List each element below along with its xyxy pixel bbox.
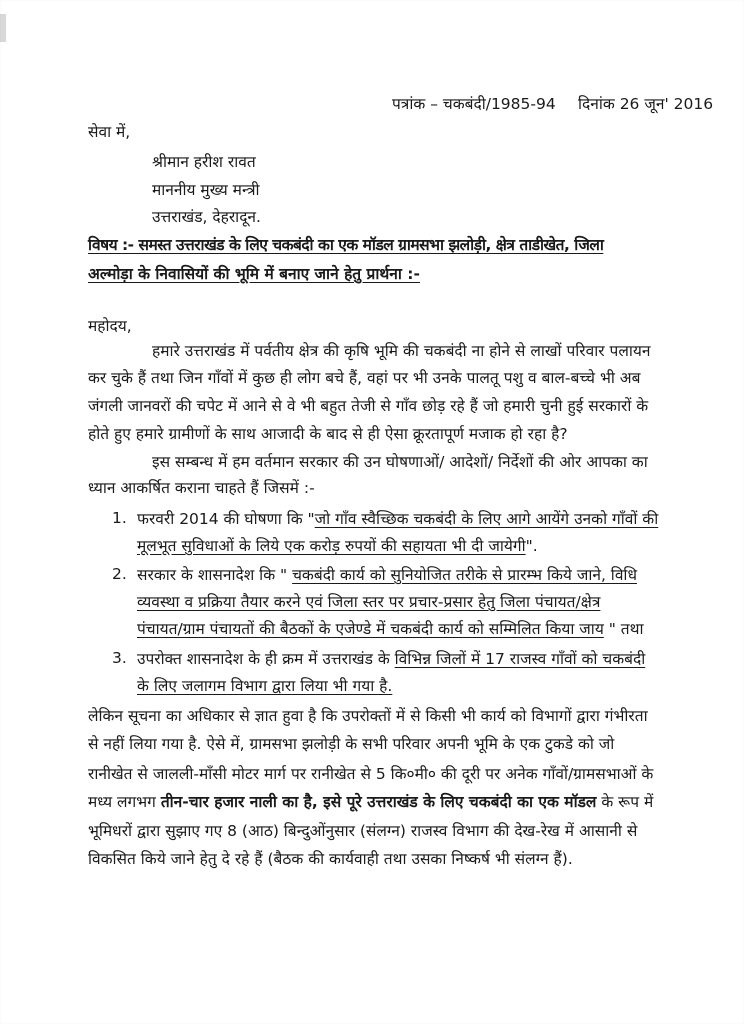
- addressee-name: श्रीमान हरीश रावत: [152, 153, 256, 171]
- para3-line: भूमिधरों द्वारा सुझाए गए 8 (आठ) बिन्दुओंनुसार (संलग्न) राजस्व विभाग की देख-रेख में आसानी से: [88, 822, 638, 840]
- letter-reference: पत्रांक – चकबंदी/1985-94: [392, 95, 556, 113]
- address-to: सेवा में,: [88, 123, 131, 141]
- list-item-1-line-2: मूलभूत सुविधाओं के लिये एक करोड़ रुपयों की सहायता भी दी जायेगी".: [137, 537, 538, 555]
- list-number: 3.: [112, 649, 127, 667]
- list-item-3-line-1: उपरोक्त शासनादेश के ही क्रम में उत्तराखंड के विभिन्न जिलों में 17 राजस्व गाँवों को चकबंदी: [137, 650, 646, 668]
- para3-line: विकसित किये जाने हेतु दे रहे हैं (बैठक की कार्यवाही तथा उसका निष्कर्ष भी संलग्न हैं).: [88, 850, 573, 868]
- list-item-2-line-2: व्यवस्था व प्रक्रिया तैयार करने एवं जिला स्तर पर प्रचार-प्रसार हेतु जिला पंचायत/क्षेत्र: [137, 593, 601, 611]
- letter-date: दिनांक 26 जून' 2016: [578, 95, 714, 113]
- list-item-2-line-1: सरकार के शासनादेश कि " चकबंदी कार्य को सुनियोजित तरीके से प्रारम्भ किये जाने, विधि: [137, 566, 637, 584]
- para3-line: से नहीं लिया गया है. ऐसे में, ग्रामसभा झलोड़ी के सभी परिवार अपनी भूमि के एक टुकडे को जो: [88, 735, 615, 753]
- scan-mark: [0, 14, 6, 42]
- para2-line: ध्यान आकर्षित कराना चाहते हैं जिसमें :-: [88, 479, 315, 497]
- para1-line: होते हुए हमारे ग्रामीणों के साथ आजादी के बाद से ही ऐसा क्रूरतापूर्ण मजाक हो रहा है?: [88, 425, 568, 443]
- list-item-2-line-3: पंचायत/ग्राम पंचायतों की बैठकों के एजेण्डे में चकबंदी कार्य को सम्मिलित किया जाय " तथा: [137, 620, 644, 638]
- addressee-title: माननीय मुख्य मन्त्री: [152, 181, 260, 199]
- list-number: 2.: [112, 565, 127, 583]
- para2-line: इस सम्बन्ध में हम वर्तमान सरकार की उन घोषणाओं/ आदेशों/ निर्देशों की ओर आपका का: [152, 453, 648, 471]
- para1-line: जंगली जानवरों की चपेट में आने से वे भी बहुत तेजी से गाँव छोड़ रहे हैं जो हमारी चुनी हुई सरकारों के: [88, 397, 649, 415]
- para1-line: कर चुके हैं तथा जिन गाँवों में कुछ ही लोग बचे हैं, वहां पर भी उनके पालतू पशु व बाल-बच्चे भी अब: [88, 369, 641, 387]
- list-item-1-line-1: फरवरी 2014 की घोषणा कि "जो गाँव स्वैच्छिक चकबंदी के लिए आगे आयेंगे उनको गाँवों की: [137, 510, 659, 528]
- subject-line-1: विषय :- समस्त उत्तराखंड के लिए चकबंदी का एक मॉडल ग्रामसभा झलोड़ी, क्षेत्र ताडीखेत, जिला: [88, 236, 604, 254]
- addressee-place: उत्तराखंड, देहरादून.: [152, 208, 261, 226]
- list-item-3-line-2: के लिए जलागम विभाग द्वारा लिया भी गया है.: [137, 677, 393, 695]
- subject-line-2: अल्मोड़ा के निवासियों की भूमि में बनाए जाने हेतु प्रार्थना :-: [88, 265, 420, 283]
- para1-line: हमारे उत्तराखंड में पर्वतीय क्षेत्र की कृषि भूमि की चकबंदी ना होने से लाखों परिवार पलायन: [152, 342, 651, 360]
- para3-line: रानीखेत से जालली-माँसी मोटर मार्ग पर रानीखेत से 5 कि०मी० की दूरी पर अनेक गाँवों/ग्रामसभाओं के: [88, 765, 654, 783]
- salutation: महोदय,: [88, 317, 132, 335]
- para3-line: मध्य लगभग तीन-चार हजार नाली का है, इसे पूरे उत्तराखंड के लिए चकबंदी का एक मॉडल के रूप में: [88, 793, 654, 811]
- para3-line: लेकिन सूचना का अधिकार से ज्ञात हुवा है कि उपरोक्तों में से किसी भी कार्य को विभागों द्वारा गंभीरता: [88, 707, 648, 725]
- list-number: 1.: [112, 509, 127, 527]
